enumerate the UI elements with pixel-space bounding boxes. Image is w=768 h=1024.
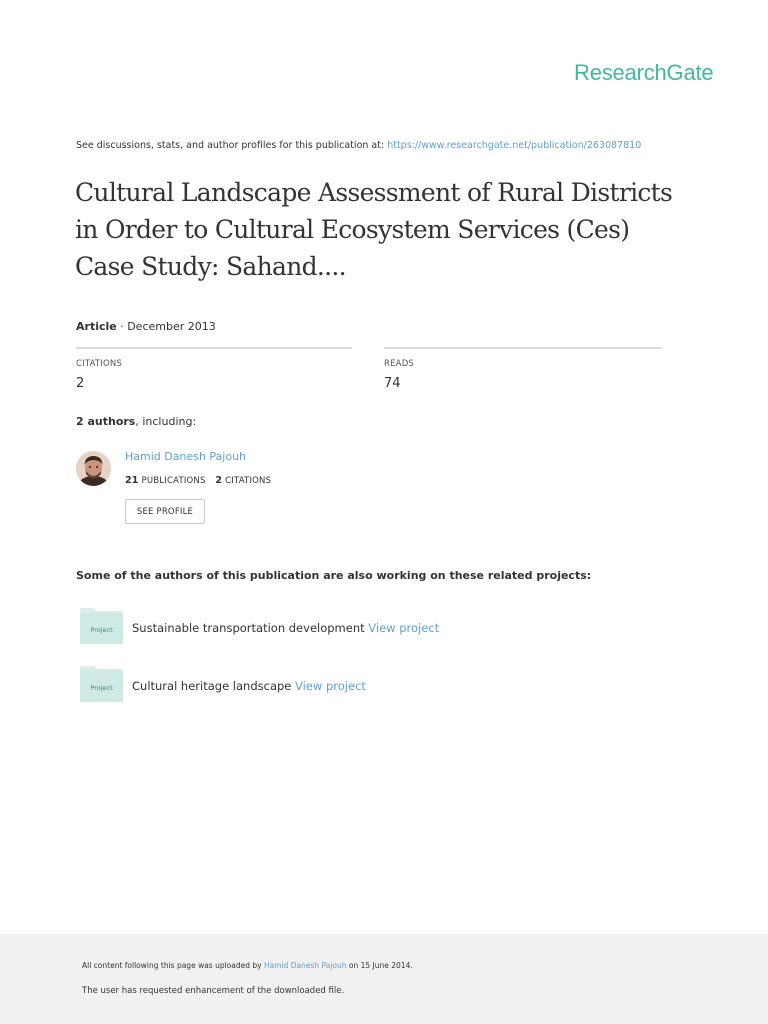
title-line: Case Study: Sahand.... [75,252,346,281]
discussion-line [76,140,641,151]
discussion-text: See discussions, stats, and author profiles for this publication at: [76,140,388,151]
uploader-link[interactable]: Hamid Danesh Pajouh [263,961,347,970]
authors-heading [76,415,196,428]
upload-prefix: All content following this page was uploaded by [82,961,264,970]
project-item[interactable] [80,666,123,706]
publication-date: · December 2013 [116,320,216,333]
enhancement-note: The user has requested enhancement of the downloaded file. [82,986,345,996]
project-folder-icon [80,666,123,702]
authors-count: 2 authors [76,415,136,428]
footer [0,934,768,1024]
project-line [132,679,366,693]
author-citations-label: CITATIONS [222,476,272,486]
reads-label: READS [384,359,415,369]
related-projects-heading: Some of the authors of this publication are also working on these related projects: [76,569,592,582]
project-item[interactable] [80,608,123,648]
project-icon-label: Project [90,626,113,634]
author-stats [125,475,271,486]
project-line [132,621,439,635]
publication-title [75,174,725,285]
author-publications-count: 21 [125,475,139,486]
title-line: in Order to Cultural Ecosystem Services (Ces) [75,215,630,244]
author-citations-count: 2 [215,475,223,486]
upload-suffix: on 15 June 2014. [346,961,413,970]
project-title: Cultural heritage landscape [132,679,292,693]
view-project-link[interactable]: View project [295,679,366,693]
title-line: Cultural Landscape Assessment of Rural Districts [75,178,673,207]
citations-value: 2 [76,376,85,391]
project-title: Sustainable transportation development [132,621,365,635]
author-avatar[interactable] [76,451,111,486]
author-publications-label: PUBLICATIONS [138,476,206,486]
project-folder-icon [80,608,123,644]
publication-type: Article [76,320,117,333]
publication-meta [76,320,216,333]
author-avatar-photo [76,451,111,486]
author-name-link[interactable]: Hamid Danesh Pajouh [125,450,247,463]
publication-url-link[interactable]: https://www.researchgate.net/publication/263087810 [387,140,642,151]
upload-note [82,961,413,970]
reads-value: 74 [384,376,401,391]
researchgate-logo[interactable]: ResearchGate [574,60,714,85]
project-icon-label: Project [90,684,113,692]
authors-suffix: , including: [135,415,197,428]
see-profile-button[interactable]: SEE PROFILE [125,499,205,524]
reads-divider [384,347,662,349]
citations-divider [76,347,352,349]
view-project-link[interactable]: View project [368,621,440,635]
citations-label: CITATIONS [76,359,123,369]
